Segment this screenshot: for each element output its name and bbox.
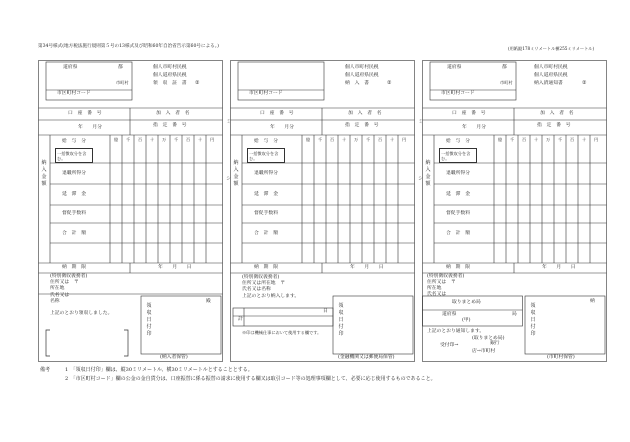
collector-title: (特別徴収義務者) — [242, 275, 280, 280]
designation-number-label: 指 定 番 号 — [153, 123, 187, 128]
receipt-stamp-label: 領収日付印 — [338, 303, 344, 337]
tax-line-2: 個人道府県民税 — [345, 73, 379, 78]
month-label: 年 月分 — [78, 125, 102, 130]
tax-line-2: 個人道府県民税 — [153, 73, 187, 78]
collector-address: 住所又は 〒 — [50, 280, 79, 285]
digit-yen: 円 — [210, 137, 215, 142]
digit-oku: 億 — [498, 137, 503, 142]
payment-notice-panel — [422, 60, 607, 362]
digit-hyaku-2: 百 — [186, 137, 191, 142]
bank-office-mark: 局 — [512, 312, 517, 317]
municipal-code-label: 市区町村コード — [441, 91, 475, 96]
digit-yen: 円 — [594, 137, 599, 142]
collector-name: 氏名又は — [50, 293, 70, 298]
row-total: 合 計 額 — [62, 231, 86, 236]
lump-sum-note: 一括徴収分を含む。 — [441, 151, 471, 162]
digit-sen-2: 千 — [174, 137, 179, 142]
month-label: 年 月分 — [462, 125, 486, 130]
bank-prefecture: 道府県 — [442, 312, 457, 317]
document-type: 納入済通知書 — [534, 81, 563, 86]
deadline-label: 納 期 限 — [62, 265, 86, 270]
collector-name: 氏名又は名称 — [242, 287, 271, 292]
digit-man: 万 — [546, 137, 551, 142]
row-reminder-fee: 督促手数料 — [254, 211, 278, 216]
designation-number-label: 指 定 番 号 — [537, 123, 571, 128]
bank-sub-label: 銀行 — [490, 341, 500, 346]
collector-location: 所在地 — [50, 286, 65, 291]
digit-hyaku: 百 — [138, 137, 143, 142]
digit-yen: 円 — [402, 137, 407, 142]
panel-footer: (納入者保管) — [160, 355, 188, 360]
collector-title: (特別徴収義務者) — [50, 274, 88, 279]
payment-amount-side-label: 納入金額 — [41, 160, 47, 187]
form-number-seal: ② — [195, 81, 200, 86]
document-type: 納 入 書 — [345, 81, 369, 86]
collector-location: 所在地 — [427, 286, 442, 291]
row-total: 合 計 額 — [254, 231, 278, 236]
row-salary: 給 与 分 — [446, 139, 470, 144]
row-late-fee: 延 滞 金 — [62, 192, 86, 197]
collector-title: (特別徴収義務者) — [427, 274, 465, 279]
digit-oku: 億 — [114, 137, 119, 142]
digit-man: 万 — [162, 137, 167, 142]
collector-name: 氏名又は — [427, 292, 447, 297]
tax-line-2: 個人道府県民税 — [534, 73, 568, 78]
payment-mark: 納 — [590, 299, 595, 304]
account-number-label: 口 座 番 号 — [260, 111, 294, 116]
remark-1: 1 「領収日付印」欄は、縦30ミリメートル、横30ミリメートルとすることとする。 — [65, 367, 253, 373]
panel-footer: (市町村保管) — [547, 355, 575, 360]
form-number-seal: ② — [582, 81, 587, 86]
municipality-mark: 市町村 — [116, 80, 129, 85]
row-late-fee: 延 滞 金 — [254, 192, 278, 197]
branch-to-municipality: 店→市町村 — [472, 349, 496, 354]
row-retirement-income: 退職所得分 — [62, 171, 86, 176]
municipal-code-label: 市区町村コード — [249, 91, 283, 96]
row-reminder-fee: 督促手数料 — [446, 211, 470, 216]
payer-name-label: 加 入 者 名 — [540, 111, 574, 116]
deadline-label: 納 期 限 — [446, 265, 470, 270]
receipt-panel — [38, 60, 223, 362]
municipality-mark: 市町村 — [500, 80, 513, 85]
account-number-label: 口 座 番 号 — [452, 111, 486, 116]
digit-hyaku-2: 百 — [378, 137, 383, 142]
payment-statement: 上記のとおり納入します。 — [242, 294, 300, 299]
month-label: 年 月分 — [270, 125, 294, 130]
digit-sen-2: 千 — [366, 137, 371, 142]
designation-number-label: 指 定 番 号 — [345, 123, 379, 128]
digit-sen: 千 — [126, 137, 131, 142]
digit-sen: 千 — [318, 137, 323, 142]
metropolis-mark: 都 — [118, 65, 123, 70]
form-title: 第34号様式(地方税法施行規則第５号の13様式及び昭和60年自治省告示第60号による。) — [38, 44, 219, 49]
deadline-date: 年 月 日 — [158, 265, 192, 270]
remarks-label: 備考 — [40, 367, 51, 373]
deadline-date: 年 月 日 — [542, 265, 576, 270]
notice-statement: 上記のとおり通知します。 — [427, 329, 485, 334]
summary-office-title: 取りまとめ局 — [452, 300, 481, 305]
digit-sen: 千 — [510, 137, 515, 142]
honorific: 殿 — [206, 299, 211, 304]
form-number-seal: ② — [387, 81, 392, 86]
digit-man: 万 — [354, 137, 359, 142]
payment-amount-side-label: 納入金額 — [233, 160, 239, 187]
row-total: 合 計 額 — [446, 231, 470, 236]
digit-juu-2: 十 — [198, 137, 203, 142]
payment-amount-side-label: 納入金額 — [425, 160, 431, 187]
account-number-label: 口 座 番 号 — [68, 111, 102, 116]
lump-sum-note: 一括徴収分を含む。 — [57, 151, 87, 162]
reception-stamp: 受付印→ — [440, 343, 459, 348]
row-reminder-fee: 督促手数料 — [62, 211, 86, 216]
remark-2: 2 「市区町村コード」欄の公金の金自貨分は、口座振替に係る振替の請求に使用する欄又は取引コード等の処理事項欄として、必要に応じ使用するものであること。 — [65, 376, 436, 382]
digit-sen-2: 千 — [558, 137, 563, 142]
row-retirement-income: 退職所得分 — [446, 171, 470, 176]
tax-line-1: 個人市町村民税 — [345, 65, 379, 70]
document-type: 領 収 証 書 — [153, 81, 187, 86]
payment-slip-panel — [230, 60, 415, 362]
paper-size-note: (用紙縦178ミリメートル横255ミリメートル) — [508, 46, 595, 51]
received-statement: 上記のとおり領収しました。 — [50, 311, 113, 316]
payer-name-label: 加 入 者 名 — [348, 111, 382, 116]
municipal-code-label: 市区町村コード — [57, 91, 91, 96]
receipt-stamp-label: 領収日付印 — [146, 303, 152, 337]
perforation-mark: ミ — [418, 119, 424, 125]
deadline-date: 年 月 日 — [350, 265, 384, 270]
digit-hyaku-2: 百 — [570, 137, 575, 142]
digit-juu-2: 十 — [390, 137, 395, 142]
row-late-fee: 延 滞 金 — [446, 192, 470, 197]
payer-name-label: 加 入 者 名 — [156, 111, 190, 116]
row-salary: 給 与 分 — [62, 139, 86, 144]
bank-paren: (甲) — [462, 318, 471, 323]
row-retirement-income: 退職所得分 — [254, 171, 278, 176]
tax-line-1: 個人市町村民税 — [153, 65, 187, 70]
tax-line-1: 個人市町村民税 — [534, 65, 568, 70]
collector-address: 住所又は所在地 〒 — [242, 281, 286, 286]
collector-company: 名称 — [50, 299, 60, 304]
digit-hyaku: 百 — [330, 137, 335, 142]
panel-footer: (金融機関又は郵便局保管) — [338, 355, 395, 360]
digit-juu: 十 — [150, 137, 155, 142]
perforation-mark: シ — [226, 176, 232, 182]
digit-juu: 十 — [534, 137, 539, 142]
digit-hyaku: 百 — [522, 137, 527, 142]
corner-brackets — [38, 60, 223, 362]
digit-juu-2: 十 — [582, 137, 587, 142]
deadline-label: 納 期 限 — [254, 265, 278, 270]
machine-use-note: ※印は機械仕事において使用する欄です。 — [242, 330, 322, 335]
summary-bank: (取りまとめ局) — [472, 336, 505, 341]
row-salary: 給 与 分 — [254, 139, 278, 144]
perforation-mark: シ — [418, 176, 424, 182]
metropolis-mark: 都 — [502, 65, 507, 70]
total-label: 計 — [238, 317, 243, 322]
perforation-mark: ミ — [226, 119, 232, 125]
prefecture-label: 道府県 — [447, 65, 462, 70]
day-label: 日 — [323, 309, 328, 314]
digit-oku: 億 — [306, 137, 311, 142]
prefecture-label: 道府県 — [63, 65, 78, 70]
lump-sum-note: 一括徴収分を含む。 — [249, 151, 279, 162]
receipt-stamp-label: 領収日付印 — [530, 303, 536, 337]
collector-address: 住所又は 〒 — [427, 280, 456, 285]
digit-juu: 十 — [342, 137, 347, 142]
